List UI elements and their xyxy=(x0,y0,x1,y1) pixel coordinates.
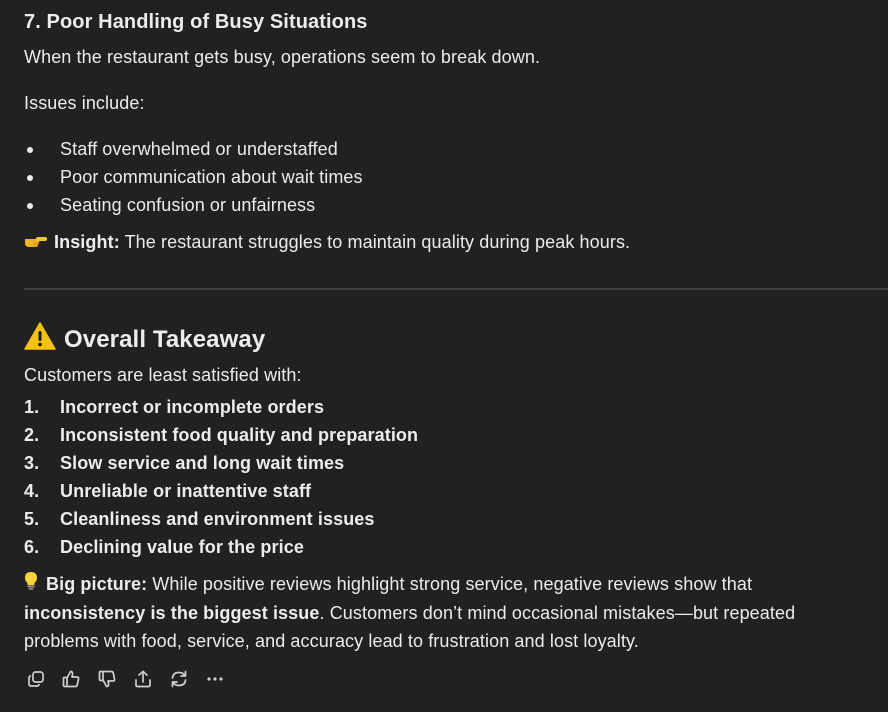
issues-label: Issues include: xyxy=(24,93,145,113)
bullet-icon xyxy=(27,175,33,181)
lightbulb-icon xyxy=(24,571,38,599)
more-icon xyxy=(205,669,225,689)
more-button[interactable] xyxy=(203,667,227,691)
regenerate-button[interactable] xyxy=(167,667,191,691)
list-item: 4. Unreliable or inattentive staff xyxy=(24,481,312,501)
big-picture-paragraph: Big picture: While positive reviews highlight strong service, negative reviews show that inconsistency is the biggest issue. Customers don’t mind occasional mistakes—but repeated problems with food, service, and accuracy lead to frustration and lost loyalty. xyxy=(24,570,864,655)
list-item: Seating confusion or unfairness xyxy=(24,191,363,219)
takeaway-heading: Overall Takeaway xyxy=(24,322,265,359)
list-item: Poor communication about wait times xyxy=(24,163,363,191)
thumbs-up-icon xyxy=(61,669,81,689)
list-item: Staff overwhelmed or understaffed xyxy=(24,135,363,163)
insight-line: Insight: The restaurant struggles to maintain quality during peak hours. xyxy=(24,228,630,257)
copy-button[interactable] xyxy=(24,667,48,691)
warning-icon xyxy=(24,322,56,359)
thumbs-up-button[interactable] xyxy=(59,667,83,691)
divider xyxy=(24,288,888,290)
list-item: 2. Inconsistent food quality and preparation xyxy=(24,425,419,445)
section-intro: When the restaurant gets busy, operations seem to break down. xyxy=(24,47,541,67)
issues-list xyxy=(24,135,363,219)
thumbs-down-button[interactable] xyxy=(95,667,119,691)
list-item: 3. Slow service and long wait times xyxy=(24,453,345,473)
thumbs-down-icon xyxy=(97,669,117,689)
copy-icon xyxy=(26,669,46,689)
takeaway-intro: Customers are least satisfied with: xyxy=(24,365,302,385)
list-item: 5. Cleanliness and environment issues xyxy=(24,509,375,529)
share-button[interactable] xyxy=(131,667,155,691)
section-heading: 7. Poor Handling of Busy Situations xyxy=(24,11,368,33)
list-item: 1. Incorrect or incomplete orders xyxy=(24,397,325,417)
regenerate-icon xyxy=(169,669,189,689)
list-item: 6. Declining value for the price xyxy=(24,537,304,557)
takeaway-list xyxy=(24,393,418,561)
bullet-icon xyxy=(27,147,33,153)
bullet-icon xyxy=(27,203,33,209)
share-icon xyxy=(133,669,153,689)
pointing-hand-icon xyxy=(24,229,48,257)
